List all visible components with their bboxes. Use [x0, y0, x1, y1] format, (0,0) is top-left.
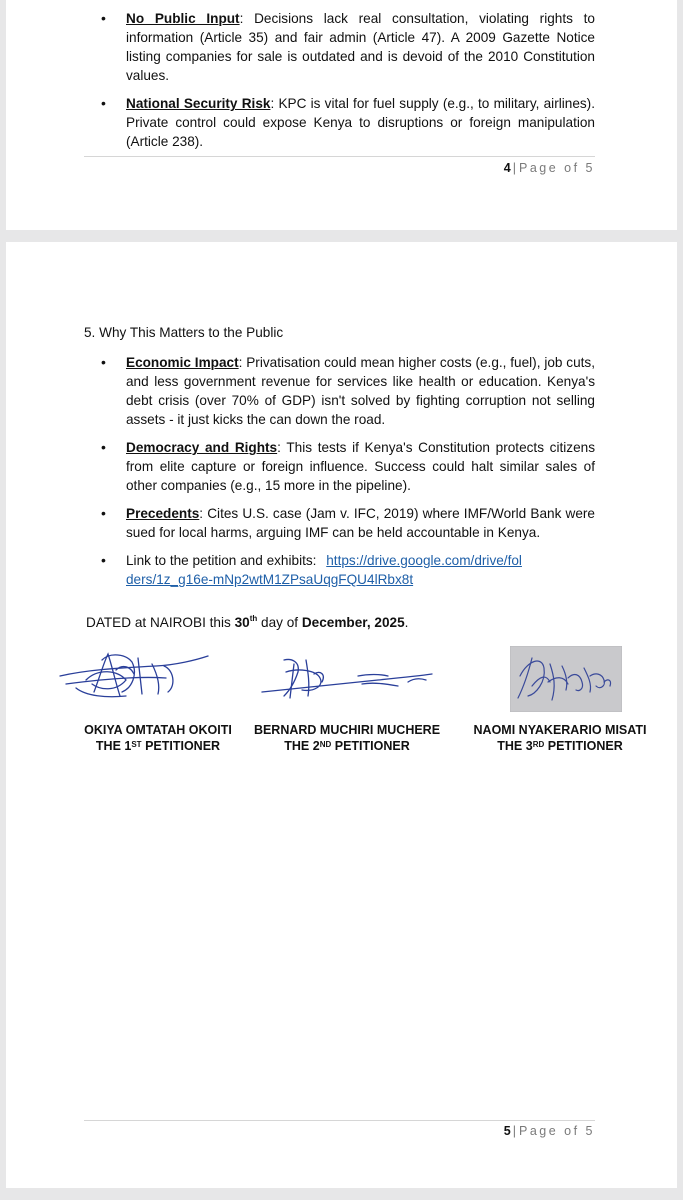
page-label: Page of 5	[518, 1124, 595, 1138]
list-item	[6, 551, 677, 589]
petition-link[interactable]: https://drive.google.com/drive/folders/1z_g16e-mNp2wtM1ZPsaUqgFQU4lRbx8t	[126, 553, 522, 587]
signatory-name: OKIYA OMTATAH OKOITI	[84, 723, 232, 737]
footer-divider	[84, 156, 595, 157]
page-5	[6, 242, 677, 1188]
dated-prefix: DATED at NAIROBI this	[86, 615, 231, 630]
bullet-text: : Cites U.S. case (Jam v. IFC, 2019) where IMF/World Bank were sued for local harms, arguing IMF can be held accountable in Kenya.	[126, 506, 595, 540]
bullet-text: : Privatisation could mean higher costs (e.g., fuel), job cuts, and less government revenue for services like health or education. Kenya's debt crisis (over 70% of GDP) isn't solved by fighting corruption not selling assets - it just kicks the can down the road.	[126, 355, 596, 427]
bullet-term: Precedents	[126, 506, 200, 521]
bullet-list	[6, 9, 677, 160]
bullet-dot: •	[101, 10, 106, 26]
signatory-name: BERNARD MUCHIRI MUCHERE	[253, 723, 441, 737]
list-item	[6, 438, 677, 495]
signature-3-image	[510, 646, 622, 712]
signatory-role: THE 2ND PETITIONER	[284, 739, 410, 753]
list-item	[6, 504, 677, 542]
dated-line	[86, 615, 408, 630]
day-number: 30	[234, 615, 250, 630]
section-heading: 5. Why This Matters to the Public	[84, 325, 284, 340]
day-suffix: th	[249, 614, 258, 623]
signatory-role: THE 3RD PETITIONER	[497, 739, 623, 753]
bullet-dot: •	[101, 505, 106, 521]
signature-2-image	[258, 654, 436, 704]
page-label: Page of 5	[518, 161, 595, 175]
signatory-2	[247, 722, 447, 754]
bullet-list	[6, 353, 677, 598]
page-number: 4	[503, 161, 511, 175]
bullet-term: No Public Input	[126, 11, 240, 26]
footer-divider	[84, 1120, 595, 1121]
bullet-term: Democracy and Rights	[126, 440, 278, 455]
bullet-text: : Decisions lack real consultation, violating rights to information (Article 35) and fair admin (Article 47). A 2009 Gazette Notice listing companies for sale is outdated and is devoid of the 2010 Constitution values.	[126, 11, 595, 83]
signature-1-image	[56, 640, 216, 710]
dated-end: .	[404, 615, 409, 630]
bullet-term: Economic Impact	[126, 355, 239, 370]
dated-month-year: December, 2025	[301, 615, 405, 630]
signatory-1	[58, 722, 258, 754]
list-item	[6, 94, 677, 151]
bullet-text: : KPC is vital for fuel supply (e.g., to military, airlines). Private control could expose Kenya to disruptions or foreign manipulation (Article 238).	[126, 96, 595, 149]
link-intro-text: Link to the petition and exhibits:	[126, 553, 317, 568]
page-footer	[504, 161, 595, 175]
page-number: 5	[503, 1124, 511, 1138]
dated-middle: day of	[261, 615, 299, 630]
list-item	[6, 353, 677, 429]
bullet-text: : This tests if Kenya's Constitution protects citizens from elite capture or foreign influence. Success could halt similar sales of other companies (e.g., 15 more in the pipeline).	[126, 440, 596, 493]
page-4	[6, 0, 677, 230]
signatory-name: NAOMI NYAKERARIO MISATI	[473, 723, 647, 737]
dated-day	[235, 615, 258, 630]
page-footer	[504, 1124, 595, 1138]
list-item	[6, 9, 677, 85]
page-separator: |	[512, 161, 516, 175]
bullet-dot: •	[101, 95, 106, 111]
bullet-dot: •	[101, 552, 106, 568]
signatory-3	[460, 722, 660, 754]
bullet-dot: •	[101, 354, 106, 370]
signatory-role: THE 1ST PETITIONER	[95, 739, 221, 753]
bullet-term: National Security Risk	[126, 96, 271, 111]
page-separator: |	[512, 1124, 516, 1138]
bullet-dot: •	[101, 439, 106, 455]
